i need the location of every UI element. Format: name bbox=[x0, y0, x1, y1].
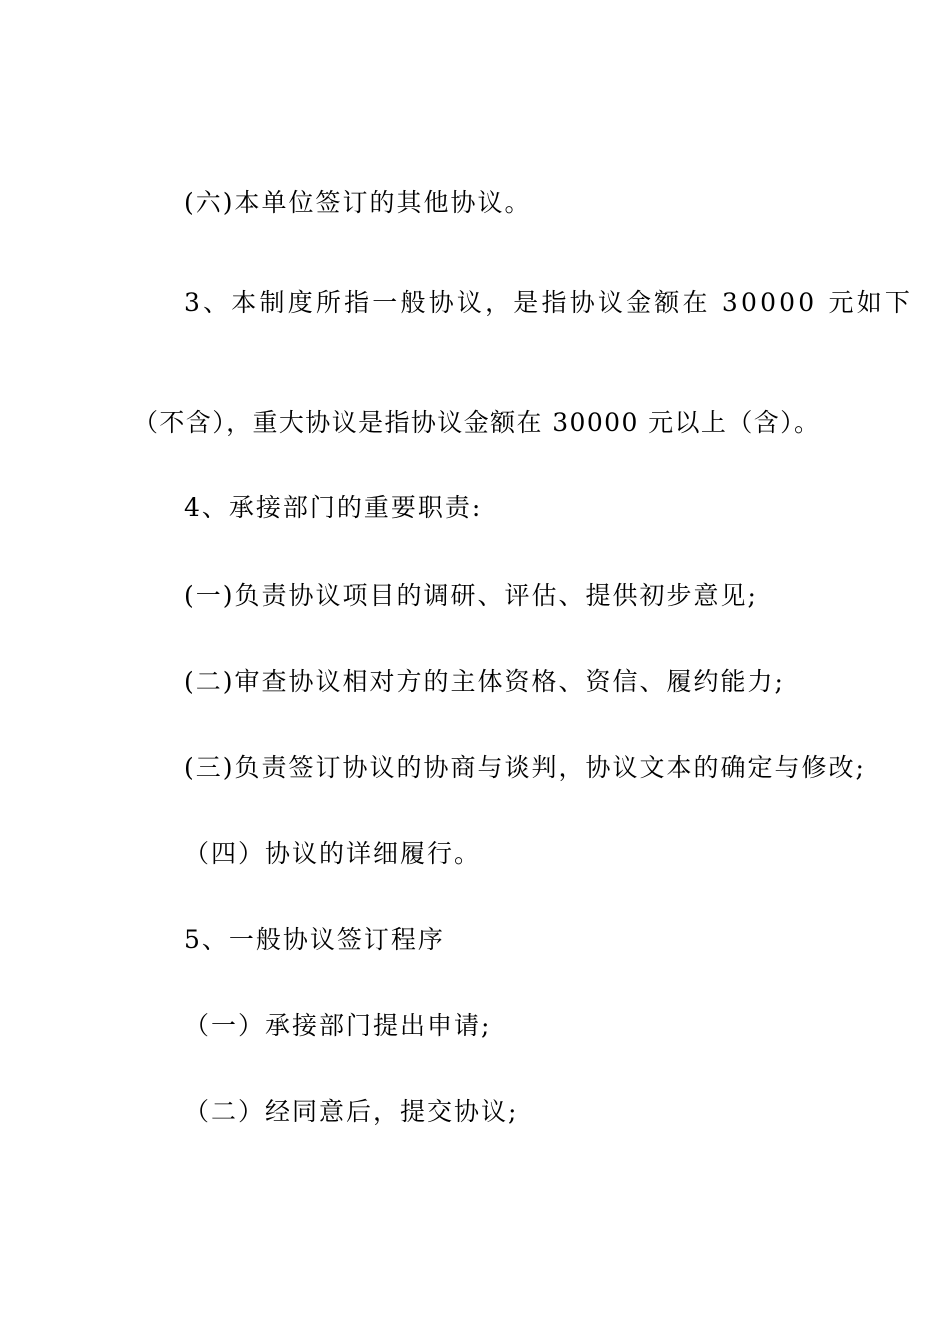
paragraph-duty-4: （四）协议的详细履行。 bbox=[184, 839, 482, 868]
paragraph-item-6: (六)本单位签订的其他协议。 bbox=[184, 188, 532, 217]
paragraph-duty-1: (一)负责协议项目的调研、评估、提供初步意见; bbox=[184, 581, 758, 610]
paragraph-clause-3-line-1: 3、本制度所指一般协议，是指协议金额在 30000 元如下 bbox=[184, 288, 914, 317]
section-heading-5: 5、一般协议签订程序 bbox=[184, 925, 445, 954]
paragraph-procedure-2: （二）经同意后，提交协议; bbox=[184, 1097, 519, 1126]
paragraph-duty-2: (二)审查协议相对方的主体资格、资信、履约能力; bbox=[184, 667, 785, 696]
paragraph-procedure-1: （一）承接部门提出申请; bbox=[184, 1011, 492, 1040]
paragraph-clause-3-line-2: （不含），重大协议是指协议金额在 30000 元以上（含）。 bbox=[133, 408, 821, 437]
section-heading-4: 4、承接部门的重要职责: bbox=[184, 493, 483, 522]
paragraph-duty-3: (三)负责签订协议的协商与谈判，协议文本的确定与修改; bbox=[184, 753, 866, 782]
